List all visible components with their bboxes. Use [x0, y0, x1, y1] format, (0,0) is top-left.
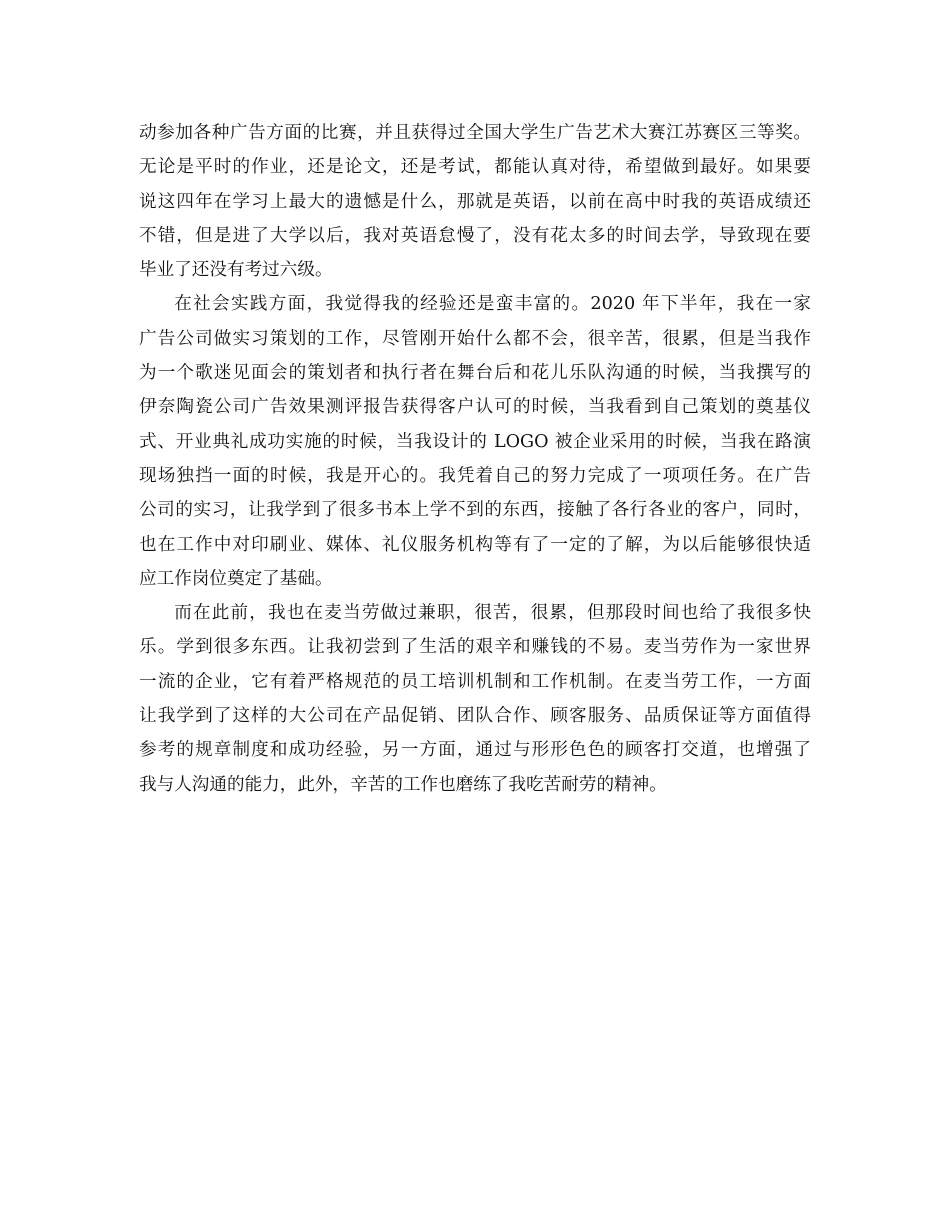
text-line: 在社会实践方面，我觉得我的经验还是蛮丰富的。2020 年下半年，我在一家 — [174, 294, 811, 315]
text-line: 现场独挡一面的时候，我是开心的。我凭着自己的努力完成了一项项任务。在广告 — [139, 465, 811, 486]
paragraph-mcdonalds-experience — [139, 596, 811, 802]
text-line: 让我学到了这样的大公司在产品促销、团队合作、顾客服务、品质保证等方面值得 — [139, 706, 811, 727]
document-body — [139, 116, 811, 802]
text-line: 为一个歌迷见面会的策划者和执行者在舞台后和花儿乐队沟通的时候，当我撰写的 — [139, 363, 811, 384]
text-line: 广告公司做实习策划的工作，尽管刚开始什么都不会，很辛苦，很累，但是当我作 — [139, 328, 811, 349]
text-line: 不错，但是进了大学以后，我对英语怠慢了，没有花太多的时间去学，导致现在要 — [139, 225, 811, 246]
text-line: 也在工作中对印刷业、媒体、礼仪服务机构等有了一定的了解，为以后能够很快适 — [139, 534, 811, 555]
text-line: 伊奈陶瓷公司广告效果测评报告获得客户认可的时候，当我看到自己策划的奠基仪 — [139, 397, 811, 418]
paragraph-social-practice — [139, 287, 811, 596]
text-line: 应工作岗位奠定了基础。 — [139, 568, 333, 589]
text-line: 动参加各种广告方面的比赛，并且获得过全国大学生广告艺术大赛江苏赛区三等奖。 — [139, 123, 811, 143]
text-line: 一流的企业，它有着严格规范的员工培训机制和工作机制。在麦当劳工作，一方面 — [139, 671, 811, 692]
text-line: 我与人沟通的能力，此外，辛苦的工作也磨练了我吃苦耐劳的精神。 — [139, 774, 667, 795]
text-line: 毕业了还没有考过六级。 — [139, 260, 333, 281]
text-line: 说这四年在学习上最大的遗憾是什么，那就是英语，以前在高中时我的英语成绩还 — [139, 191, 811, 212]
text-line: 公司的实习，让我学到了很多书本上学不到的东西，接触了各行各业的客户，同时， — [139, 500, 811, 521]
text-line: 乐。学到很多东西。让我初尝到了生活的艰辛和赚钱的不易。麦当劳作为一家世界 — [139, 637, 811, 658]
text-line: 式、开业典礼成功实施的时候，当我设计的 LOGO 被企业采用的时候，当我在路演 — [139, 431, 811, 452]
text-line: 参考的规章制度和成功经验，另一方面，通过与形形色色的顾客打交道，也增强了 — [139, 740, 811, 761]
text-line: 而在此前，我也在麦当劳做过兼职，很苦，很累，但那段时间也给了我很多快 — [174, 603, 811, 624]
text-line: 无论是平时的作业，还是论文，还是考试，都能认真对待，希望做到最好。如果要 — [139, 157, 811, 178]
paragraph-academic-continuation — [139, 116, 811, 287]
